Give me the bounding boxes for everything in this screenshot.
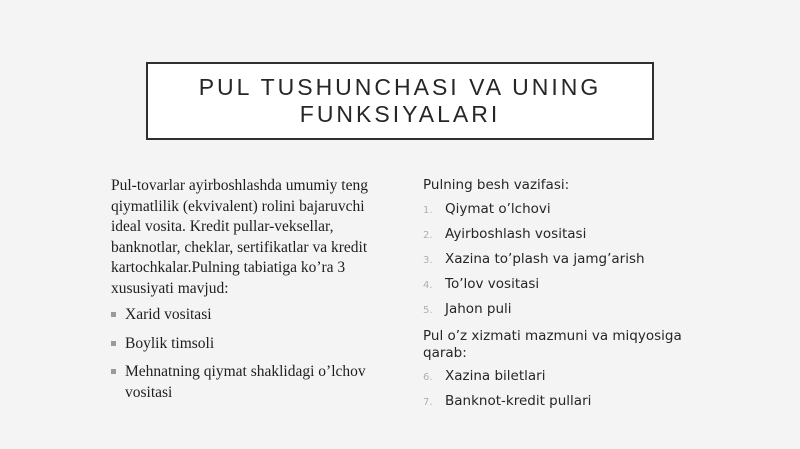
- list-item-text: To’lov vositasi: [445, 276, 540, 292]
- list-item-text: Qiymat o’lchovi: [445, 201, 551, 217]
- list-number: 6.: [423, 372, 433, 383]
- list-number: 2.: [423, 230, 433, 241]
- title-box: [146, 62, 654, 140]
- list-item: [423, 251, 693, 276]
- list-item: [111, 334, 373, 355]
- list-item-text: Mehnatning qiymat shaklidagi o’lchov vositasi: [125, 363, 366, 401]
- kinds-heading: Pul o’z xizmati mazmuni va miqyosiga qarab:: [423, 328, 682, 361]
- list-item: [423, 301, 693, 326]
- list-item: [111, 362, 373, 403]
- list-item: [423, 201, 693, 226]
- list-item: [423, 276, 693, 301]
- list-item-text: Xarid vositasi: [125, 306, 212, 323]
- list-item-text: Banknot-kredit pullari: [445, 393, 592, 409]
- list-item-text: Xazina biletlari: [445, 368, 546, 384]
- list-item-text: Jahon puli: [445, 301, 512, 317]
- functions-heading: Pulning besh vazifasi:: [423, 177, 570, 193]
- list-number: 1.: [423, 205, 433, 216]
- kinds-list: [423, 368, 693, 418]
- left-column: [111, 176, 373, 411]
- properties-list: [111, 305, 373, 403]
- list-number: 3.: [423, 255, 433, 266]
- list-item: [423, 393, 693, 418]
- list-item: [423, 226, 693, 251]
- list-number: 7.: [423, 397, 433, 408]
- list-number: 5.: [423, 305, 433, 316]
- list-item-text: Xazina to’plash va jamg’arish: [445, 251, 645, 267]
- bullet-square-icon: [111, 369, 116, 374]
- slide-title: PUL TUSHUNCHASI VA UNING FUNKSIYALARI: [198, 74, 602, 127]
- list-item: [111, 305, 373, 326]
- right-column: [423, 176, 693, 418]
- bullet-square-icon: [111, 341, 116, 346]
- list-item-text: Boylik timsoli: [125, 334, 215, 352]
- list-number: 4.: [423, 280, 433, 291]
- list-item-text: Ayirboshlash vositasi: [445, 226, 587, 242]
- definition-paragraph: Pul-tovarlar ayirboshlashda umumiy teng qiymatlilik (ekvivalent) rolini bajaruvchi ideal vosita. Kredit pullar-veksellar, banknotlar, cheklar, sertifikatlar va kredit kartochkalar.Pulning tabiatiga ko’ra 3 xususiyati mavjud:: [111, 177, 368, 297]
- list-item: [423, 368, 693, 393]
- functions-list: [423, 201, 693, 326]
- bullet-square-icon: [111, 312, 116, 317]
